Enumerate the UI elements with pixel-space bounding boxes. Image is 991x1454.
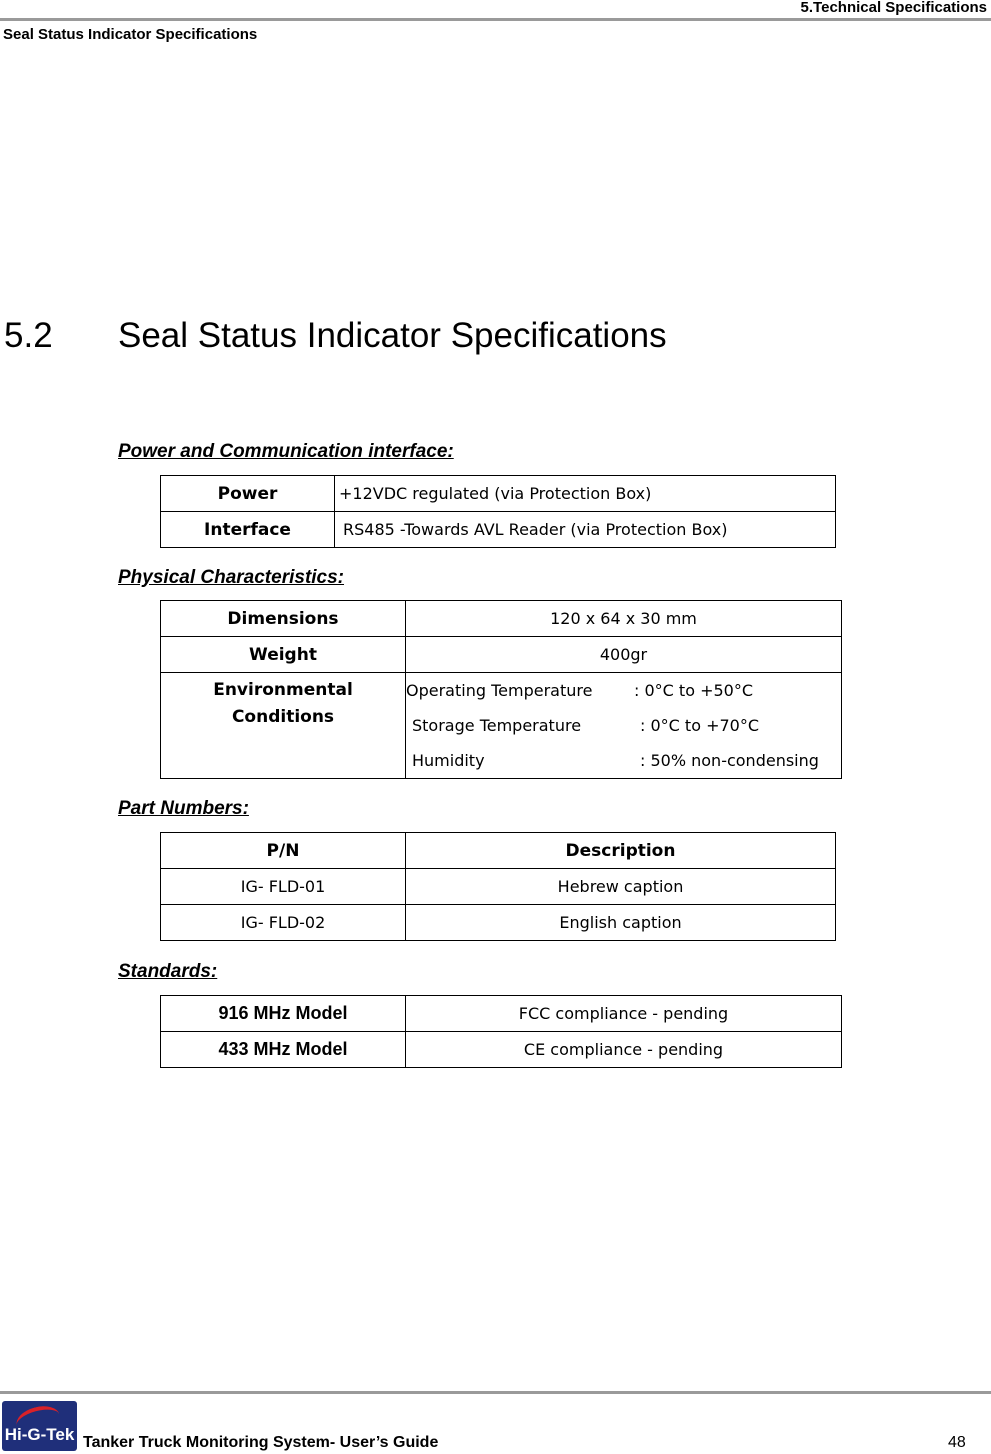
status-cell: CE compliance - pending — [406, 1032, 842, 1068]
env-key: Storage Temperature — [412, 716, 582, 735]
table-row — [161, 673, 842, 779]
env-value: : 0°C to +70°C — [640, 716, 759, 735]
description-cell: Hebrew caption — [406, 869, 836, 905]
weight-value: 400gr — [406, 637, 842, 673]
power-table — [160, 475, 836, 548]
table-row — [161, 637, 842, 673]
interface-label: Interface — [161, 512, 335, 548]
table-row — [161, 996, 842, 1032]
physical-table — [160, 600, 842, 779]
model-cell: 916 MHz Model — [161, 996, 406, 1032]
power-heading: Power and Communication interface: — [118, 441, 454, 462]
env-key: Operating Temperature — [406, 681, 593, 700]
table-row — [161, 476, 836, 512]
standards-heading: Standards: — [118, 961, 218, 982]
env-row-storage — [406, 708, 841, 743]
env-key: Humidity — [412, 751, 485, 770]
description-column-header: Description — [406, 833, 836, 869]
table-row — [161, 905, 836, 941]
table-row — [161, 869, 836, 905]
dimensions-value: 120 x 64 x 30 mm — [406, 601, 842, 637]
interface-value: RS485 -Towards AVL Reader (via Protection Box) — [335, 512, 836, 548]
environmental-label-line-1: Environmental — [213, 680, 353, 700]
power-value: +12VDC regulated (via Protection Box) — [335, 476, 836, 512]
environmental-values — [406, 673, 842, 779]
env-row-operating — [406, 673, 841, 708]
env-row-humidity — [406, 743, 841, 778]
status-cell: FCC compliance - pending — [406, 996, 842, 1032]
table-header-row — [161, 833, 836, 869]
model-cell: 433 MHz Model — [161, 1032, 406, 1068]
header-divider — [0, 18, 991, 21]
parts-table — [160, 832, 836, 941]
footer-title: Tanker Truck Monitoring System- User’s Guide — [83, 1434, 439, 1451]
environmental-label — [161, 673, 406, 779]
table-row — [161, 601, 842, 637]
environmental-label-line-2: Conditions — [231, 707, 335, 727]
weight-label: Weight — [161, 637, 406, 673]
physical-heading: Physical Characteristics: — [118, 567, 345, 588]
pn-cell: IG- FLD-01 — [161, 869, 406, 905]
footer-divider — [0, 1391, 991, 1394]
table-row — [161, 512, 836, 548]
table-row — [161, 1032, 842, 1068]
page-number: 48 — [948, 1434, 966, 1451]
pn-column-header: P/N — [161, 833, 406, 869]
power-label: Power — [161, 476, 335, 512]
section-title — [4, 316, 667, 356]
header-section: Seal Status Indicator Specifications — [3, 26, 258, 43]
standards-table — [160, 995, 842, 1068]
header-chapter: 5.Technical Specifications — [800, 0, 987, 16]
description-cell: English caption — [406, 905, 836, 941]
section-number: 5.2 — [4, 316, 53, 355]
pn-cell: IG- FLD-02 — [161, 905, 406, 941]
logo-text: Hi-G-Tek — [4, 1425, 75, 1444]
env-value: : 0°C to +50°C — [634, 681, 753, 700]
parts-heading: Part Numbers: — [118, 798, 249, 819]
section-title-text: Seal Status Indicator Specifications — [118, 316, 667, 355]
hi-g-tek-logo — [2, 1401, 77, 1451]
env-value: : 50% non-condensing — [640, 751, 819, 770]
dimensions-label: Dimensions — [161, 601, 406, 637]
